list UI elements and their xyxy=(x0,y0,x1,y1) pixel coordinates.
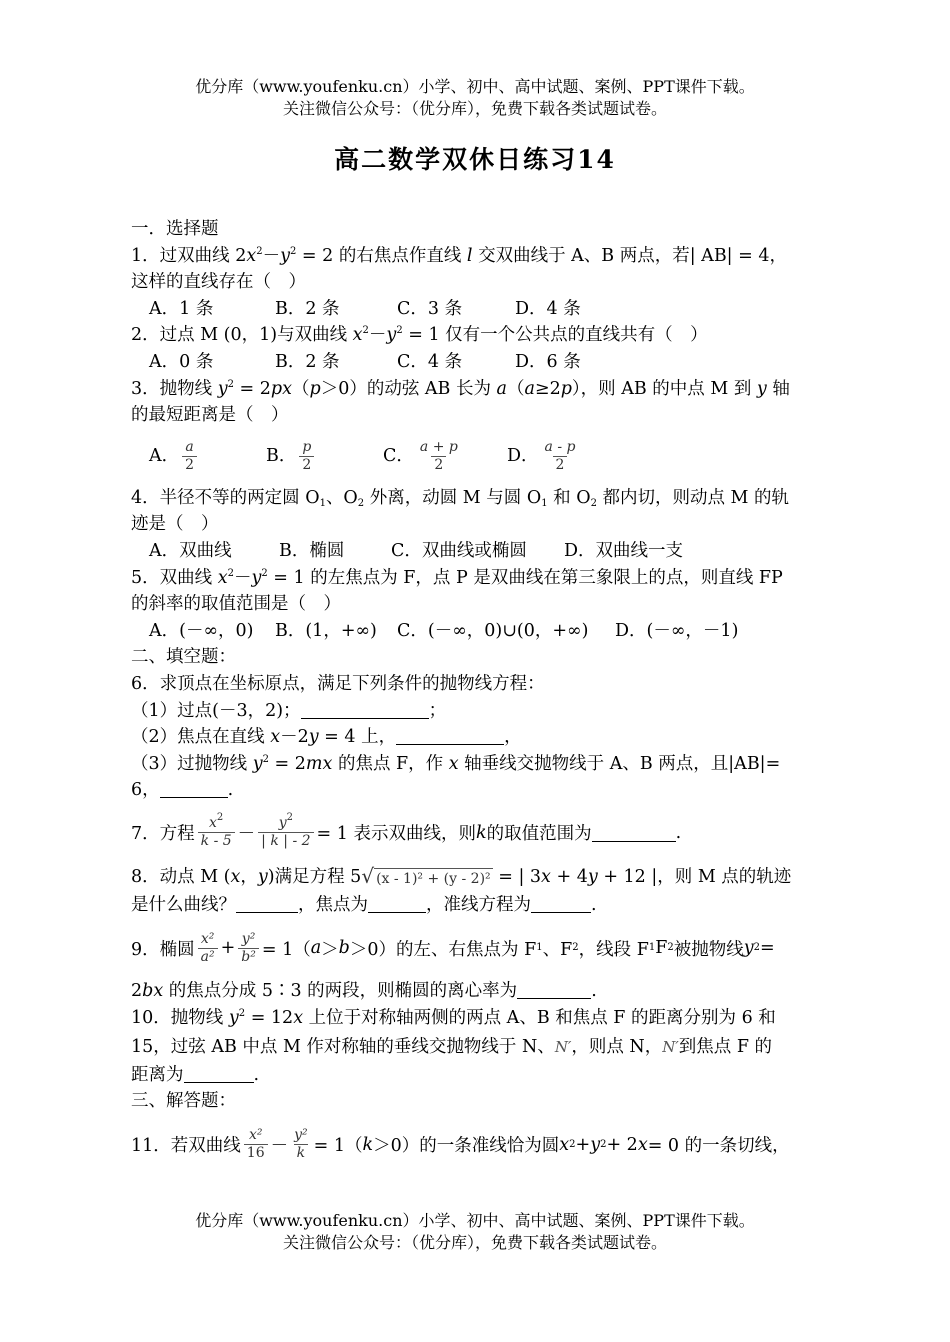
q5-line2: 的斜率的取值范围是（ ） xyxy=(131,594,341,615)
q2-line1: 2．过点 M (0，1)与双曲线 $x^2-y^2 = 1$ 仅有一个公共点的直线共有（ ） xyxy=(131,325,708,346)
q10-line1: 10．抛物线 $y^2 = 12x$ 上位于对称轴两侧的两点 A、B 和焦点 F 的距离分别为 6 和 xyxy=(131,1008,776,1029)
q3-options xyxy=(131,429,821,485)
answer-blank xyxy=(592,823,676,842)
q6-part3-end: 6， . xyxy=(131,780,234,801)
option-b: B．2 条 xyxy=(275,351,340,372)
square-root: √ (x - 1)² + (y - 2)² xyxy=(361,864,491,889)
q8-line2: 是什么曲线？ ，焦点为 ，准线方程为 . xyxy=(131,894,597,915)
header-line-2: 关注微信公众号：（优分库），免费下载各类试题试卷。 xyxy=(282,99,667,118)
q7-line: 7． 方程 $\frac{x^2}{k - 5}$ － $\frac{y^2}{| k | - 2}$ = 1 表示双曲线，则 k 的取值范围为 . xyxy=(131,812,682,850)
q6-line1: 6．求顶点在坐标原点，满足下列条件的抛物线方程： xyxy=(131,673,545,694)
option-c: C．4 条 xyxy=(397,351,463,372)
section-fill: 二、填空题： xyxy=(131,647,236,668)
option-b: B．(1，+∞) xyxy=(275,620,377,641)
answer-blank xyxy=(301,700,429,719)
q11-line1: 11． 若双曲线 $\frac{\text{x²}}{16}$ － $\frac{\text{y²}}{k}$ = 1（ k ＞0）的一条准线恰为圆 x 2 + y 2 + 2 x = 0 的一条切线， xyxy=(131,1127,790,1162)
q3-line2: 的最短距离是（ ） xyxy=(131,405,289,426)
q6-part1: （1）过点(－3，2)； ； xyxy=(131,700,447,721)
answer-blank xyxy=(160,779,228,798)
option-c: C．双曲线或椭圆 xyxy=(391,540,527,561)
q3-line1: 3．抛物线 $y^2 = 2px(p>0)$的动弦 AB 长为 a（a≥2p），则 AB 的中点 M 到 y 轴 xyxy=(131,378,790,399)
q10-line3: 距离为 . xyxy=(131,1064,260,1085)
q8-line1: 8．动点 M (x，y)满足方程 5 √ (x - 1)² + (y - 2)² = | 3x + 4y + 12 |，则 M 点的轨迹 xyxy=(131,864,792,889)
option-d: D．4 条 xyxy=(515,298,581,319)
section-answer: 三、解答题： xyxy=(131,1091,236,1112)
q4-line1: 4．半径不等的两定圆 $O_1$、$O_2$ 外离，动圆 M 与圆 $O_1$ 和 $O_2$ 都内切，则动点 M 的轨 xyxy=(131,487,790,509)
option-c: C． $\frac{a + p}{2}$ xyxy=(383,439,458,474)
q9-line2: 2bx 的焦点分成 5∶3 的两段，则椭圆的离心率为 . xyxy=(131,981,597,1002)
footer-line-2: 关注微信公众号：（优分库），免费下载各类试题试卷。 xyxy=(282,1233,667,1252)
option-d: D． $\frac{a - p}{2}$ xyxy=(507,439,576,474)
answer-blank xyxy=(531,894,591,913)
option-d: D．(－∞，－1) xyxy=(615,620,739,641)
option-c: C．(－∞，0)∪(0，+∞) xyxy=(397,620,589,641)
option-b: B． $\frac{p}{2}$ xyxy=(266,439,383,474)
option-a: A．1 条 xyxy=(149,298,214,319)
section-choice: 一．选择题 xyxy=(131,219,219,239)
q6-part2: （2）焦点在直线 x－2y = 4 上， ， xyxy=(131,727,522,748)
q10-line2: 15，过弦 AB 中点 M 作对称轴的垂线交抛物线于 N、N′，则点 N，N′到焦点 F 的 xyxy=(131,1036,773,1057)
q4-options xyxy=(131,538,821,565)
option-a: A． $\frac{a}{2}$ xyxy=(149,439,266,474)
q1-options xyxy=(131,296,821,323)
q6-part3: （3）过抛物线 $y^2 = 2mx$ 的焦点 F，作 x 轴垂线交抛物线于 A、B 两点，且|AB|= xyxy=(131,753,781,774)
answer-blank xyxy=(184,1064,254,1083)
header-line-1: 优分库（www.youfenku.cn）小学、初中、高中试题、案例、PPT课件下载。 xyxy=(195,77,755,96)
answer-blank xyxy=(236,894,298,913)
option-b: B．2 条 xyxy=(275,298,340,319)
option-c: C．3 条 xyxy=(397,298,463,319)
answer-blank xyxy=(517,980,591,999)
q5-options xyxy=(131,618,821,645)
fraction: $\frac{\text{y²}}{\text{b²}}$ xyxy=(238,931,259,966)
answer-blank xyxy=(368,894,426,913)
q2-options xyxy=(131,349,821,376)
option-a: A．(－∞，0) xyxy=(149,620,254,641)
q4-line2: 迹是（ ） xyxy=(131,514,219,535)
q1-line2: 这样的直线存在（ ） xyxy=(131,272,306,293)
page-title: 高二数学双休日练习14 xyxy=(334,145,616,174)
q1-line1: 1．过双曲线 $2x^2-y^2 = 2$ 的右焦点作直线 l 交双曲线于 A、B 两点，若| AB| = 4， xyxy=(131,245,787,266)
option-d: D．双曲线一支 xyxy=(564,540,684,561)
fraction: $\frac{\text{x²}}{16}$ xyxy=(244,1127,268,1162)
fraction: $\frac{\text{x²}}{\text{a²}}$ xyxy=(198,931,218,966)
footer-line-1: 优分库（www.youfenku.cn）小学、初中、高中试题、案例、PPT课件下载。 xyxy=(195,1211,755,1230)
q9-line1: 9． 椭圆 $\frac{\text{x²}}{\text{a²}}$ + $\frac{\text{y²}}{\text{b²}}$ = 1（ a ＞ b ＞0）的左、右焦点为 F 1 、F 2 ，线段 F 1 F 2 被抛物线 y 2 = xyxy=(131,930,775,965)
option-b: B．椭圆 xyxy=(279,540,345,561)
fraction: $\frac{x^2}{k - 5}$ xyxy=(198,815,235,850)
fraction: $\frac{\text{y²}}{k}$ xyxy=(294,1127,308,1162)
option-a: A．双曲线 xyxy=(149,540,232,561)
answer-blank xyxy=(396,726,504,745)
option-d: D．6 条 xyxy=(515,351,581,372)
exercise-body xyxy=(131,216,821,1175)
option-a: A．0 条 xyxy=(149,351,214,372)
q5-line1: 5．双曲线 $x^2-y^2 = 1$ 的左焦点为 F，点 P 是双曲线在第三象限上的点，则直线 FP xyxy=(131,567,783,588)
fraction: $\frac{y^2}{| k | - 2}$ xyxy=(258,815,313,850)
